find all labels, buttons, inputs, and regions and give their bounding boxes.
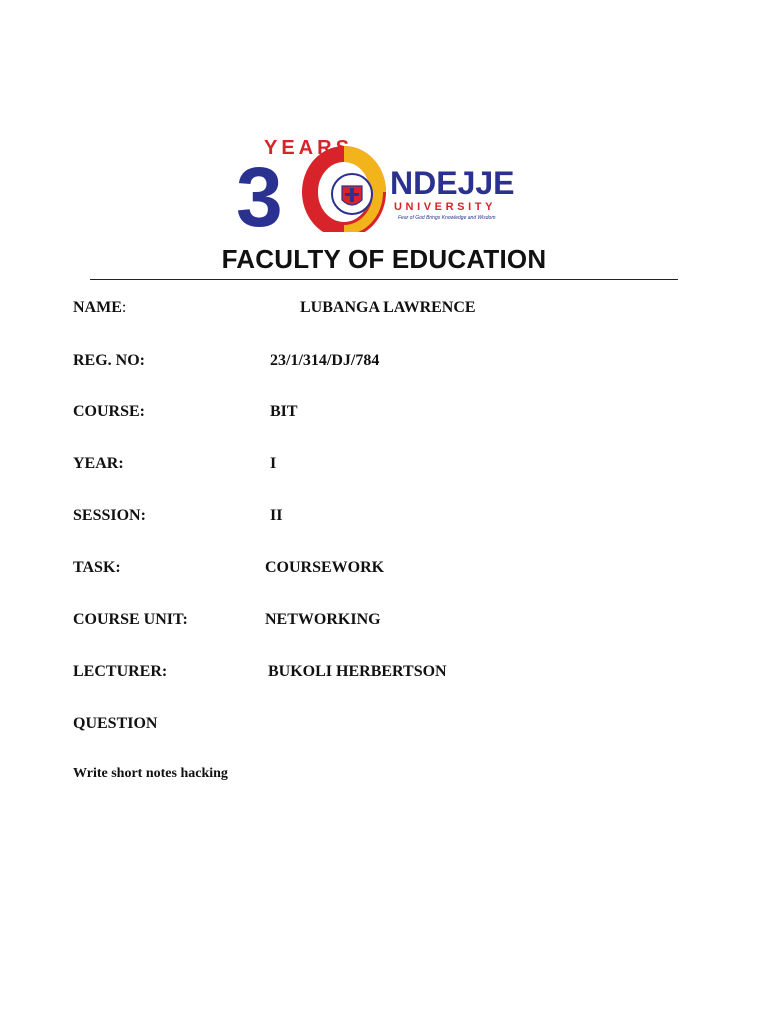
course-value: BIT — [270, 403, 298, 420]
lecturer-value: BUKOLI HERBERTSON — [268, 663, 447, 680]
reg-no-label: REG. NO: — [73, 352, 145, 369]
question-text: Write short notes hacking — [73, 766, 228, 781]
course-unit-value: NETWORKING — [265, 611, 381, 628]
course-label: COURSE: — [73, 403, 146, 420]
task-label: TASK: — [73, 559, 121, 576]
logo-number-three: 3 — [236, 150, 283, 232]
university-crest-icon — [332, 174, 372, 214]
logo-university-name: NDEJJE — [390, 165, 515, 201]
year-label: YEAR: — [73, 455, 124, 472]
name-label-text: NAME — [73, 299, 122, 316]
lecturer-label: LECTURER: — [73, 663, 168, 680]
name-value: LUBANGA LAWRENCE — [300, 299, 476, 316]
name-label — [73, 299, 126, 317]
logo-years-text: YEARS — [264, 137, 353, 159]
logo-university-word: UNIVERSITY — [394, 201, 497, 213]
reg-no-value: 23/1/314/DJ/784 — [270, 352, 380, 369]
faculty-title: FACULTY OF EDUCATION — [221, 244, 547, 274]
course-unit-label: COURSE UNIT: — [73, 611, 188, 628]
session-label: SESSION: — [73, 507, 146, 524]
session-value: II — [270, 507, 283, 524]
ndejje-university-30-years-logo — [234, 134, 534, 232]
task-value: COURSEWORK — [265, 559, 385, 576]
name-label-colon: : — [121, 299, 127, 316]
year-value: I — [270, 455, 277, 472]
title-divider — [90, 279, 678, 280]
logo-motto: Fear of God Brings Knowledge and Wisdom — [398, 215, 496, 221]
question-heading: QUESTION — [73, 715, 158, 732]
